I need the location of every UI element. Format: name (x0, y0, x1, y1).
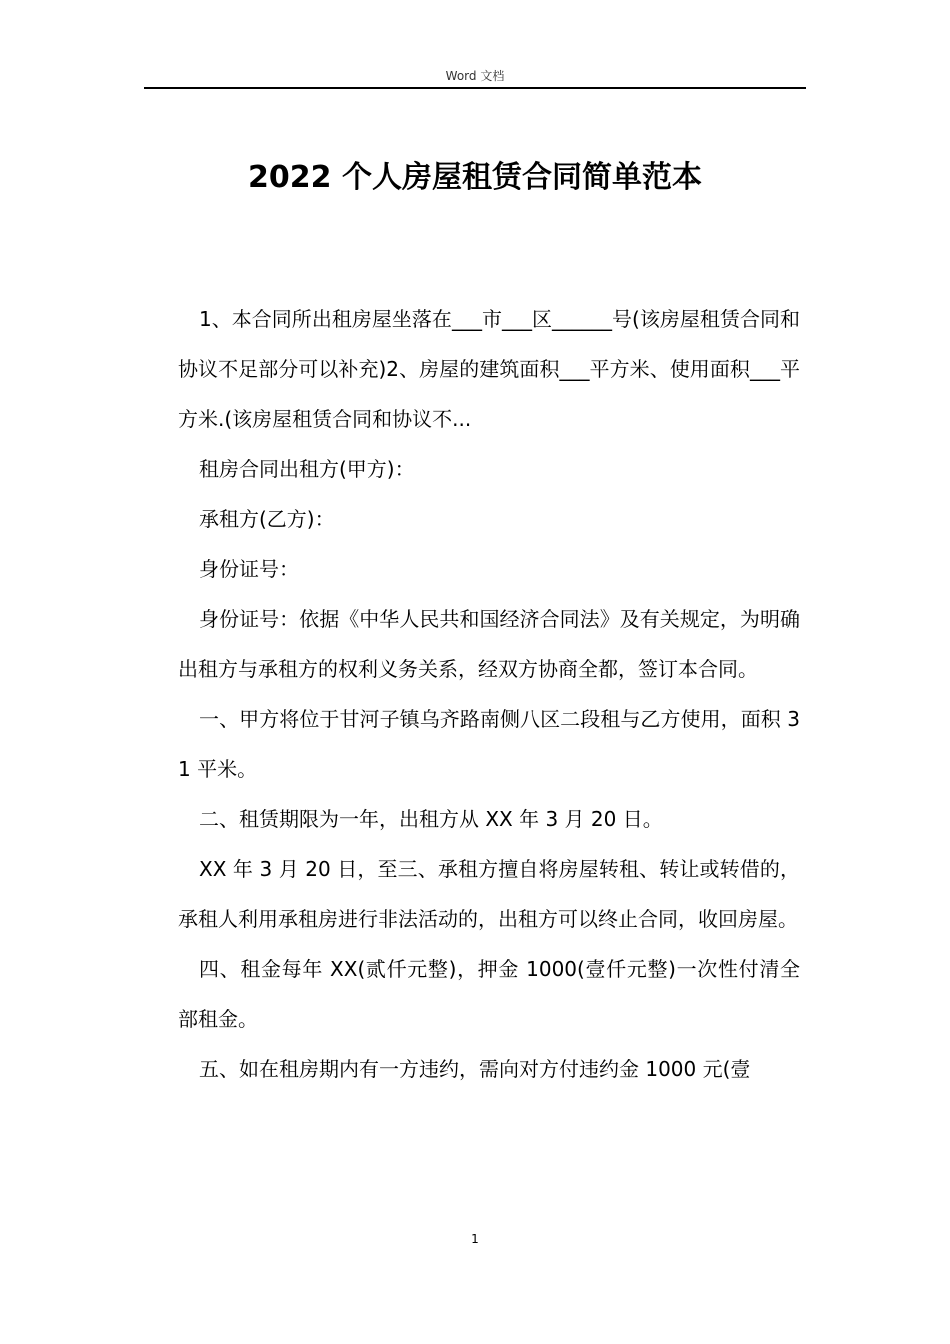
document-body (178, 294, 800, 1094)
paragraph-clause-four: 四、租金每年 XX(贰仟元整)，押金 1000(壹仟元整)一次性付清全部租金。 (178, 957, 800, 1031)
document-title: 2022 个人房屋租赁合同简单范本 (248, 160, 702, 195)
paragraph-clause-two: 二、租赁期限为一年，出租方从 XX 年 3 月 20 日。 (199, 807, 663, 831)
paragraph-clause-three: XX 年 3 月 20 日，至三、承租方擅自将房屋转租、转让或转借的，承租人利用承租房进行非法活动的，出租方可以终止合同，收回房屋。 (178, 857, 800, 931)
header-divider (144, 87, 806, 89)
document-header-label: Word 文档 (445, 69, 505, 83)
paragraph-lessor: 租房合同出租方(甲方)： (199, 457, 415, 481)
page-number: 1 (471, 1232, 479, 1246)
paragraph-legal-basis: 身份证号：依据《中华人民共和国经济合同法》及有关规定，为明确出租方与承租方的权利义务关系，经双方协商全都，签订本合同。 (178, 607, 800, 681)
paragraph-lessee: 承租方(乙方)： (199, 507, 335, 531)
paragraph-clause-one: 一、甲方将位于甘河子镇乌齐路南侧八区二段租与乙方使用，面积 31 平米。 (178, 707, 800, 781)
paragraph-intro-clauses: 1、本合同所出租房屋坐落在___市___区______号(该房屋租赁合同和协议不足部分可以补充)2、房屋的建筑面积___平方米、使用面积___平方米.(该房屋租赁合同和协议不... (178, 307, 800, 431)
paragraph-clause-five: 五、如在租房期内有一方违约，需向对方付违约金 1000 元(壹 (199, 1057, 751, 1081)
paragraph-id-number: 身份证号： (199, 557, 299, 581)
